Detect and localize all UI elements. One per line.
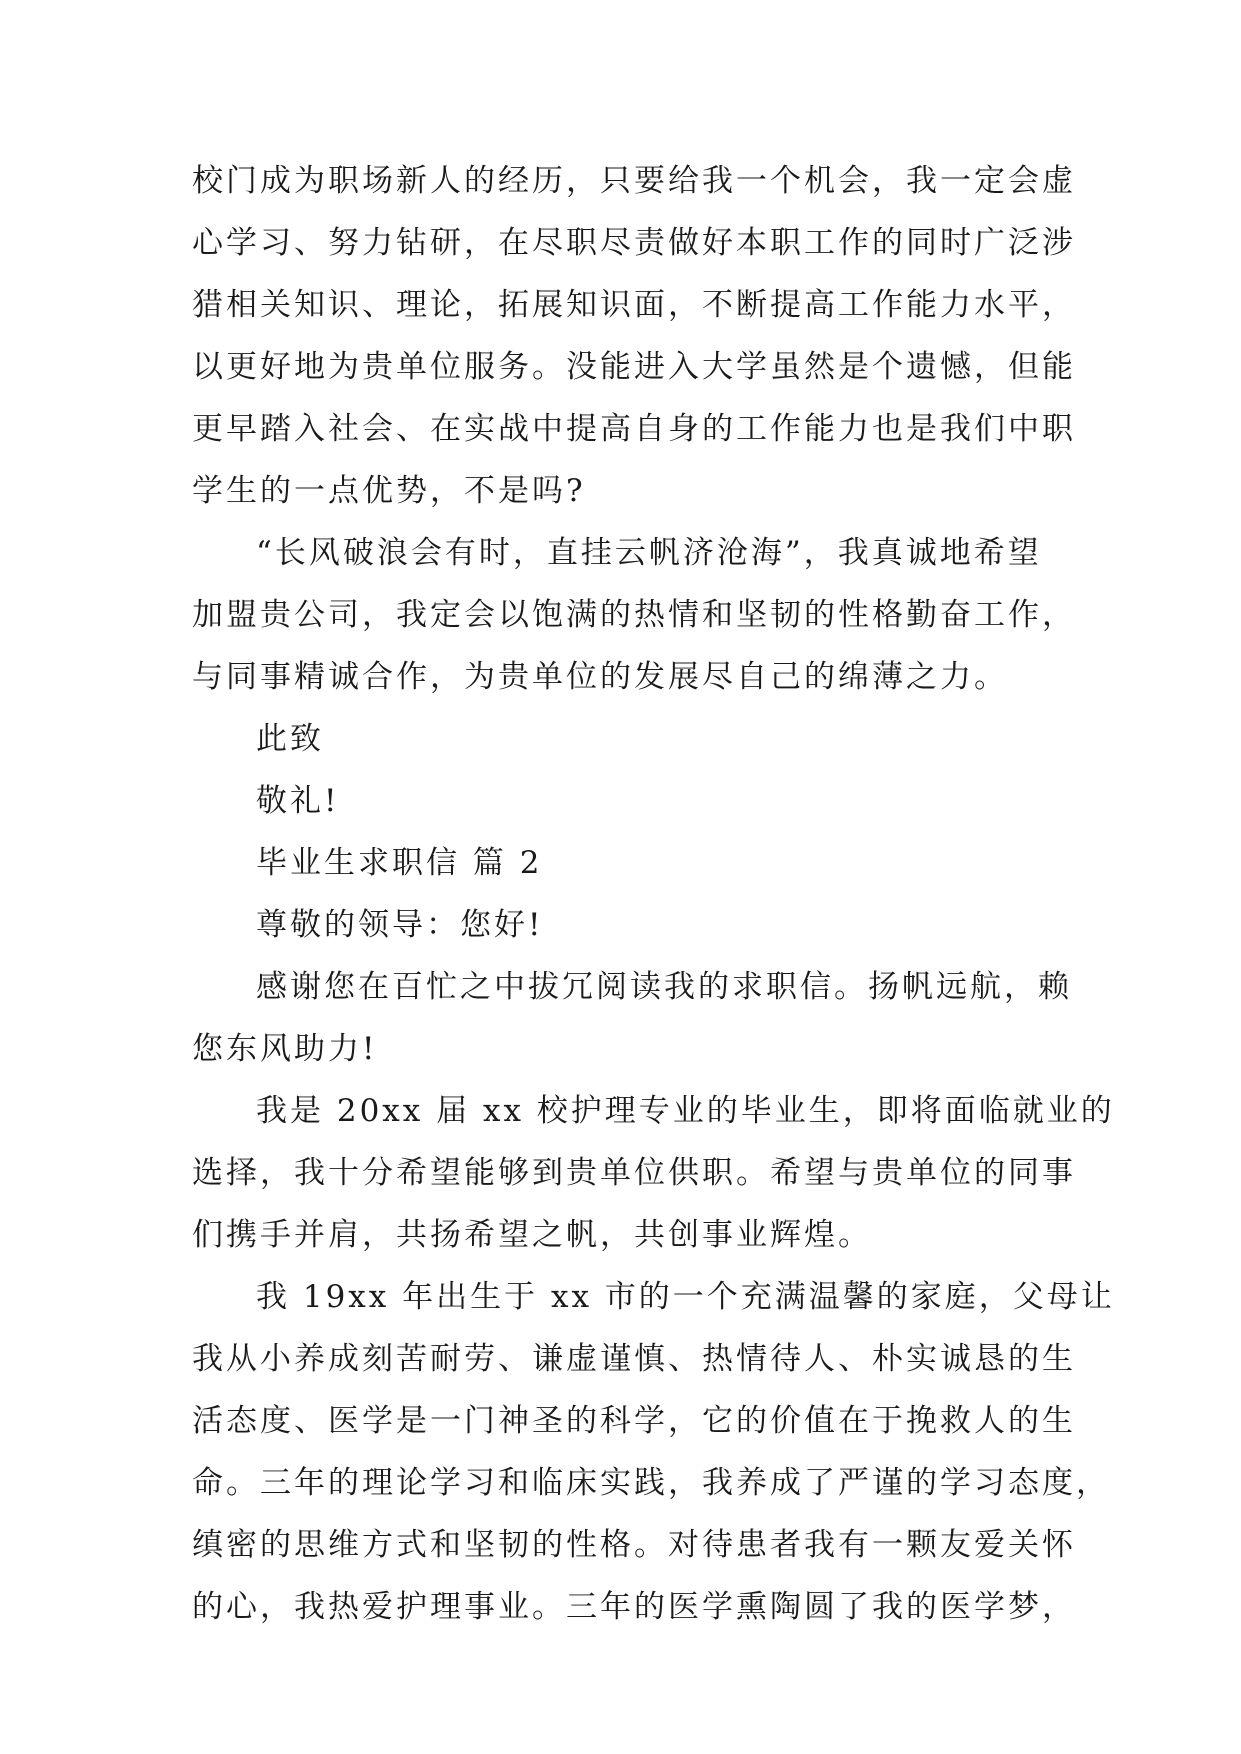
text-line: 校门成为职场新人的经历，只要给我一个机会，我一定会虚 [192,163,1076,199]
text-line: 选择，我十分希望能够到贵单位供职。希望与贵单位的同事 [192,1155,1076,1191]
text-line: 与同事精诚合作，为贵单位的发展尽自己的绵薄之力。 [192,659,1008,695]
text-line: 的心，我热爱护理事业。三年的医学熏陶圆了我的医学梦， [192,1589,1076,1625]
section-heading: 毕业生求职信 篇 2 [256,845,543,881]
greeting: 尊敬的领导：您好! [256,907,544,943]
closing-regards: 敬礼! [256,783,340,819]
text-line: 我从小养成刻苦耐劳、谦虚谨慎、热情待人、朴实诚恳的生 [192,1341,1076,1377]
text-line: 以更好地为贵单位服务。没能进入大学虽然是个遗憾，但能 [192,349,1076,385]
document-body [192,150,1115,1638]
text-line: 我 19xx 年出生于 xx 市的一个充满温馨的家庭，父母让 [256,1279,1115,1315]
text-line: 更早踏入社会、在实战中提高自身的工作能力也是我们中职 [192,411,1076,447]
text-line: 们携手并肩，共扬希望之帆，共创事业辉煌。 [192,1217,872,1253]
text-line: 活态度、医学是一门神圣的科学，它的价值在于挽救人的生 [192,1403,1076,1439]
text-line: 缜密的思维方式和坚韧的性格。对待患者我有一颗友爱关怀 [192,1527,1076,1563]
text-line: “长风破浪会有时，直挂云帆济沧海”，我真诚地希望 [256,535,1042,571]
text-line: 猎相关知识、理论，拓展知识面，不断提高工作能力水平， [192,287,1076,323]
text-line: 加盟贵公司，我定会以饱满的热情和坚韧的性格勤奋工作， [192,597,1076,633]
text-line: 心学习、努力钻研，在尽职尽责做好本职工作的同时广泛涉 [192,225,1076,261]
text-line: 命。三年的理论学习和临床实践，我养成了严谨的学习态度， [192,1465,1110,1501]
text-line: 学生的一点优势，不是吗? [192,473,586,509]
text-line: 感谢您在百忙之中拔冗阅读我的求职信。扬帆远航，赖 [256,969,1072,1005]
closing-salutation: 此致 [256,721,324,757]
text-line: 我是 20xx 届 xx 校护理专业的毕业生，即将面临就业的 [256,1093,1115,1129]
text-line: 您东风助力! [192,1031,378,1067]
